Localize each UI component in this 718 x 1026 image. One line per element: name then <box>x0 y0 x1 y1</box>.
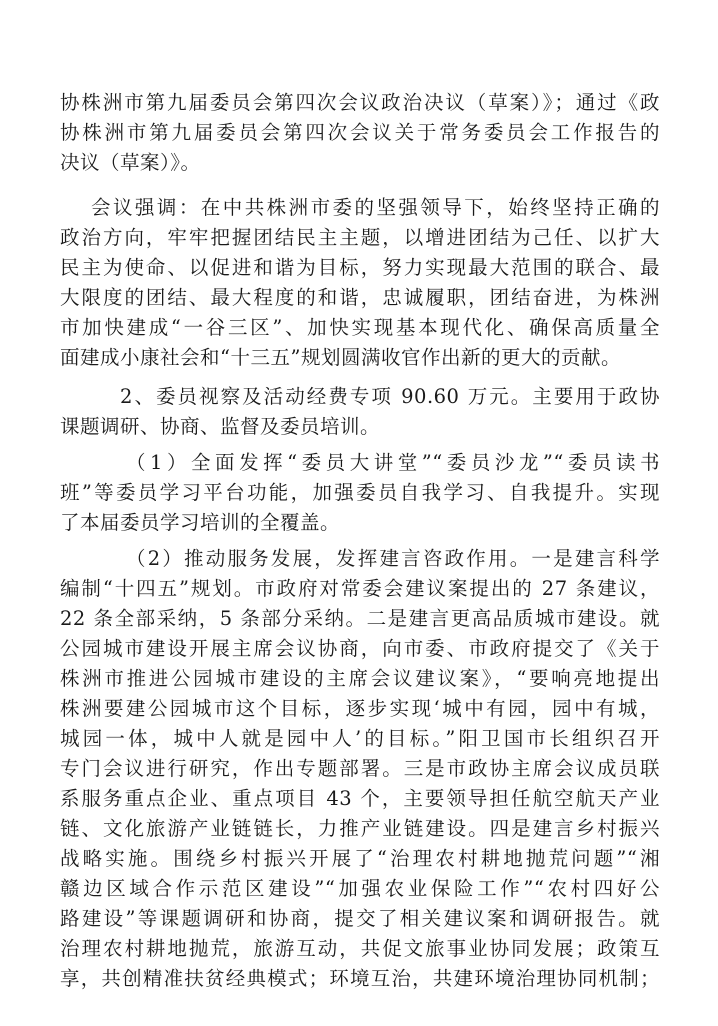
paragraph-3-line-2: 课题调研、协商、监督及委员培训。 <box>60 415 381 438</box>
paragraph-4-line-2: 班”等委员学习平台功能，加强委员自我学习、自我提升。实现 <box>60 481 660 504</box>
paragraph-5-line-10: 链、文化旅游产业链链长，力推产业链建设。四是建言乡村振兴 <box>60 817 660 840</box>
paragraph-5-line-8: 专门会议进行研究，作出专题部署。三是市政协主席会议成员联 <box>60 757 660 780</box>
paragraph-2-line-1: 会议强调：在中共株洲市委的坚强领导下，始终坚持正确的 <box>91 196 660 219</box>
paragraph-1-line-3: 决议（草案）》。 <box>60 151 201 174</box>
paragraph-1-line-1: 协株洲市第九届委员会第四次会议政治决议（草案）》；通过《政 <box>60 91 660 114</box>
paragraph-2-line-5: 市加快建成“一谷三区”、加快实现基本现代化、确保高质量全 <box>60 316 660 339</box>
paragraph-5-line-13: 路建设”等课题调研和协商，提交了相关建议案和调研报告。就 <box>60 907 660 930</box>
paragraph-2-line-3: 民主为使命、以促进和谐为目标，努力实现最大范围的联合、最 <box>60 256 660 279</box>
paragraph-5-line-3: 22 条全部采纳，5 条部分采纳。二是建言更高品质城市建设。就 <box>60 607 660 630</box>
paragraph-5-line-12: 赣边区域合作示范区建设”“加强农业保险工作”“农村四好公 <box>60 877 660 900</box>
paragraph-5-line-5: 株洲市推进公园城市建设的主席会议建议案》，“要响亮地提出 <box>60 667 660 690</box>
paragraph-5-line-9: 系服务重点企业、重点项目 43 个，主要领导担任航空航天产业 <box>60 787 660 810</box>
paragraph-5-line-1: （2）推动服务发展，发挥建言咨政作用。一是建言科学 <box>126 547 660 570</box>
paragraph-4-line-1: （1）全面发挥“委员大讲堂”“委员沙龙”“委员读书 <box>126 451 660 474</box>
paragraph-5-line-11: 战略实施。围绕乡村振兴开展了“治理农村耕地抛荒问题”“湘 <box>60 847 660 870</box>
paragraph-5-line-2: 编制“十四五”规划。市政府对常委会建议案提出的 27 条建议， <box>60 577 660 600</box>
paragraph-5-line-7: 城园一体，城中人就是园中人’的目标。”阳卫国市长组织召开 <box>60 727 660 750</box>
paragraph-2-line-4: 大限度的团结、最大程度的和谐，忠诚履职，团结奋进，为株洲 <box>60 286 660 309</box>
paragraph-3-line-1: 2、委员视察及活动经费专项 90.60 万元。主要用于政协 <box>120 385 660 408</box>
paragraph-2-line-2: 政治方向，牢牢把握团结民主主题，以增进团结为己任、以扩大 <box>60 226 660 249</box>
paragraph-1-line-2: 协株洲市第九届委员会第四次会议关于常务委员会工作报告的 <box>60 121 660 144</box>
paragraph-5-line-14: 治理农村耕地抛荒，旅游互动，共促文旅事业协同发展；政策互 <box>60 937 660 960</box>
paragraph-5-line-6: 株洲要建公园城市这个目标，逐步实现‘城中有园，园中有城， <box>60 697 660 720</box>
paragraph-2-line-6: 面建成小康社会和“十三五”规划圆满收官作出新的更大的贡献。 <box>60 346 621 369</box>
paragraph-5-line-15: 享，共创精准扶贫经典模式；环境互治，共建环境治理协同机制； <box>60 967 660 990</box>
paragraph-4-line-3: 了本届委员学习培训的全覆盖。 <box>60 511 341 534</box>
paragraph-5-line-4: 公园城市建设开展主席会议协商，向市委、市政府提交了《关于 <box>60 637 660 660</box>
